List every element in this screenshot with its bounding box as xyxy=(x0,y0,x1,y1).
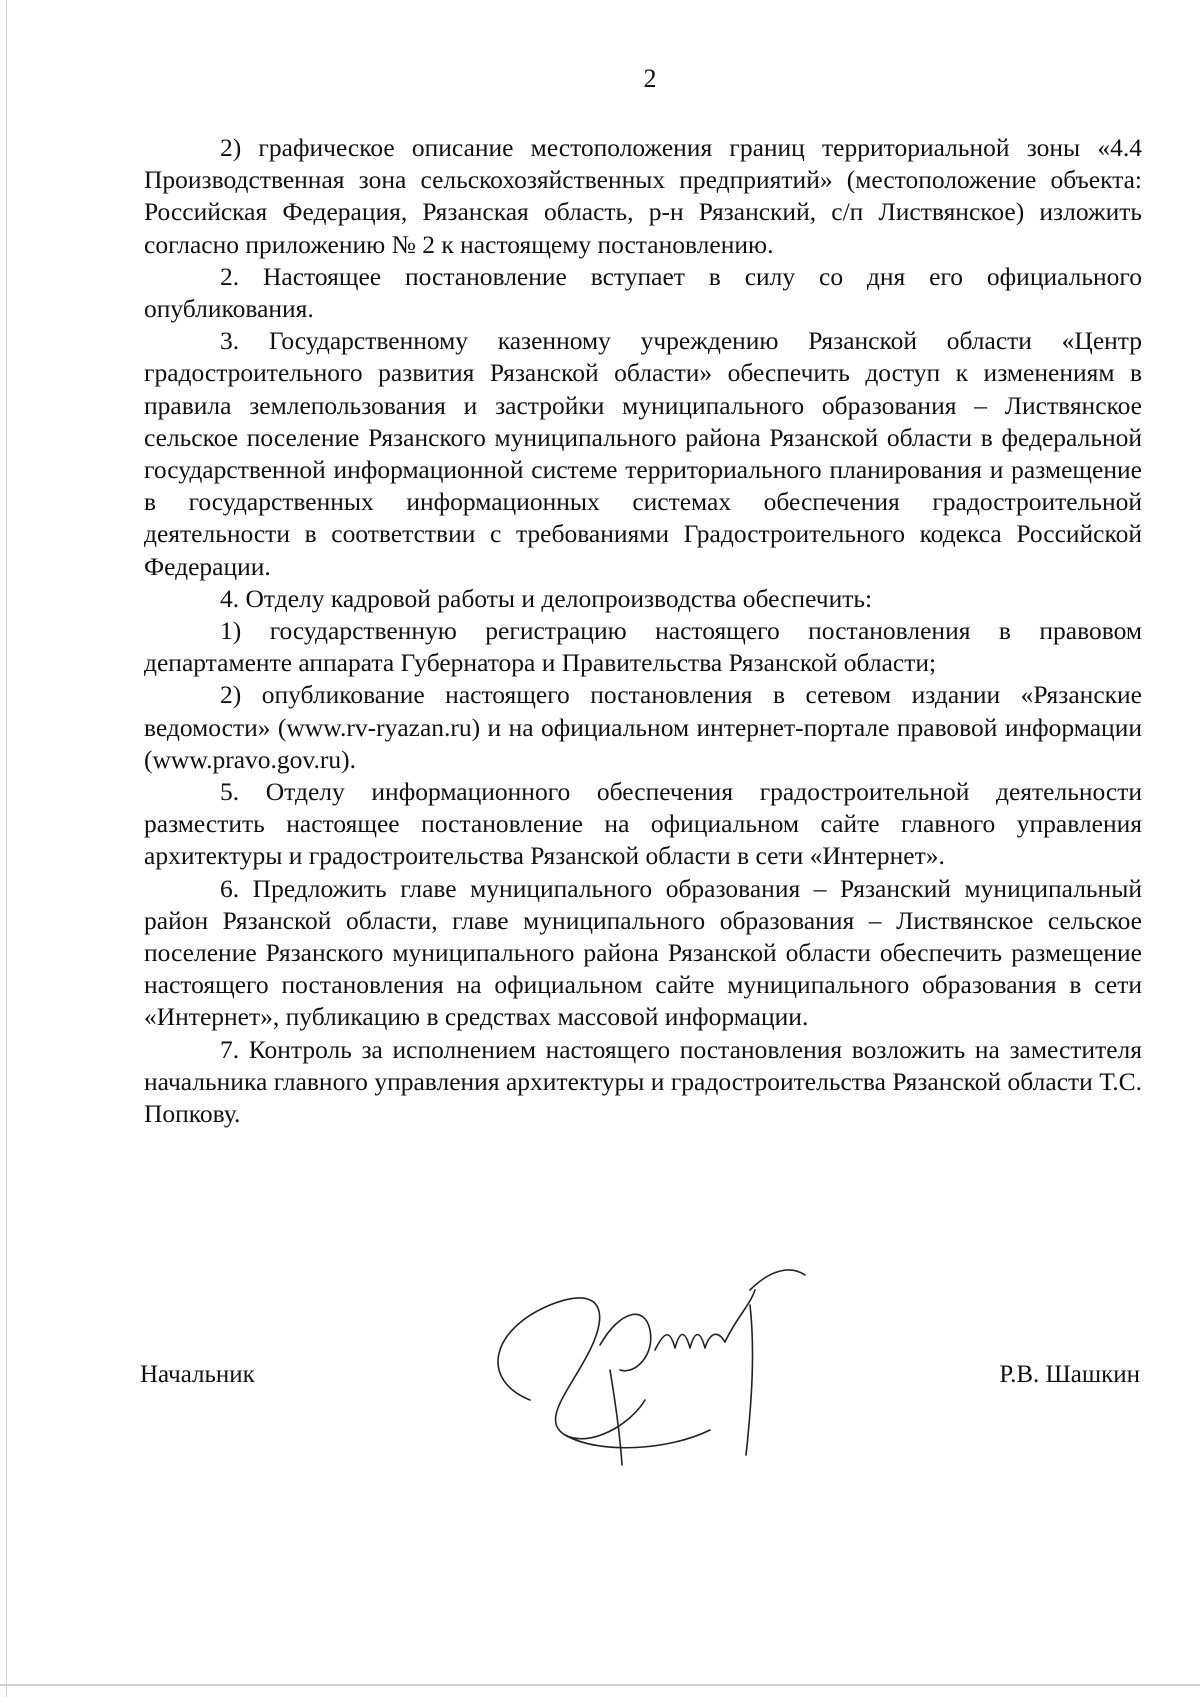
paragraph-item-2: 2. Настоящее постановление вступает в силу со дня его официального опубликования. xyxy=(144,261,1142,324)
page-number: 2 xyxy=(643,64,657,93)
scan-edge-left xyxy=(6,0,7,1697)
paragraph-item-5: 5. Отделу информационного обеспечения градостроительной деятельности разместить настоящее постановление на официальном сайте главного управления архитектуры и градостроительства Рязанской области в сети «Интернет». xyxy=(144,777,1142,871)
document-body xyxy=(144,132,1142,1130)
signature-block xyxy=(140,1360,1140,1420)
scan-edge-bottom xyxy=(0,1684,1200,1686)
paragraph-item-7: 7. Контроль за исполнением настоящего постановления возложить на заместителя начальника главного управления архитектуры и градостроительства Рязанской области Т.С. Попкову. xyxy=(144,1034,1142,1129)
paragraph-graphic-description: 2) графическое описание местоположения границ территориальной зоны «4.4 Производственная зона сельскохозяйственных предприятий» (местоположение объекта: Российская Федерация, Рязанская область, р-н Рязанский, с/п Листвянское) изложить согласно приложению № 2 к настоящему постановлению. xyxy=(144,133,1142,259)
paragraph-item-4: 4. Отделу кадровой работы и делопроизводства обеспечить: xyxy=(220,583,873,613)
paragraph-item-6: 6. Предложить главе муниципального образования – Рязанский муниципальный район Рязанской области, главе муниципального образования – Листвянское сельское поселение Рязанского муниципального района Рязанской области обеспечить размещение настоящего постановления на официальном сайте муниципального образования в сети «Интернет», публикацию в средствах массовой информации. xyxy=(144,873,1142,1032)
signatory-name: Р.В. Шашкин xyxy=(999,1361,1140,1388)
paragraph-item-4-1: 1) государственную регистрацию настоящего постановления в правовом департаменте аппарата Губернатора и Правительства Рязанской области; xyxy=(144,616,1142,678)
signatory-title: Начальник xyxy=(140,1361,255,1388)
paragraph-item-3: 3. Государственному казенному учреждению Рязанской области «Центр градостроительного развития Рязанской области» обеспечить доступ к изменениям в правила землепользования и застройки муниципального образования – Листвянское сельское поселение Рязанского муниципального района Рязанской области в федеральной государственной информационной системе территориального планирования и размещение в государственных информационных системах обеспечения градостроительной деятельности в соответствии с требованиями Градостроительного кодекса Российской Федерации. xyxy=(144,326,1142,581)
paragraph-item-4-2: 2) опубликование настоящего постановления в сетевом издании «Рязанские ведомости» (www.rv-ryazan.ru) и на официальном интернет-портале правовой информации (www.pravo.gov.ru). xyxy=(144,680,1142,774)
